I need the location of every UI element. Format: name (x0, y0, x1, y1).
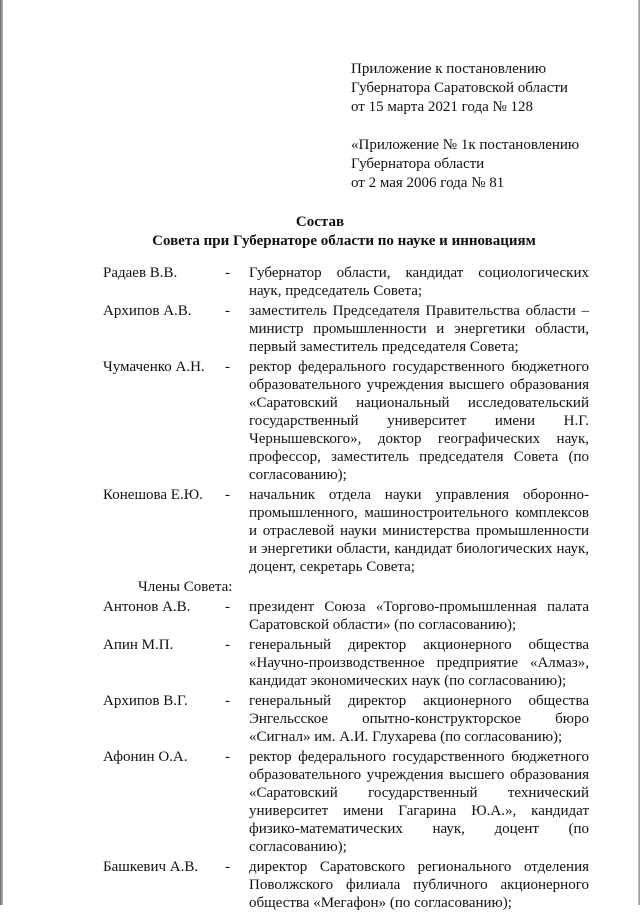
person-name: Башкевич А.В. (103, 859, 199, 875)
roster-entry (103, 358, 589, 484)
person-name: Афонин О.А. (103, 749, 188, 765)
council-roster (103, 264, 589, 914)
dash-separator: - (225, 265, 230, 281)
dash-separator: - (225, 749, 230, 765)
appendix-line: Приложение к постановлению (351, 61, 547, 77)
person-position: генеральный директор акционерного общества «Научно-производственное предприятие «Алмаз», кандидат экономических наук (по согласованию); (249, 637, 589, 689)
title-line-1: Состав (295, 214, 345, 230)
appendix-block (351, 60, 579, 193)
person-name: Антонов А.В. (103, 599, 191, 615)
person-name: Конешова Е.Ю. (103, 487, 203, 503)
roster-entry (103, 692, 589, 746)
person-position: директор Саратовского регионального отделения Поволжского филиала публичного акционерного общества «Мегафон» (по согласованию); (249, 859, 589, 911)
dash-separator: - (225, 599, 230, 615)
roster-entry (103, 598, 589, 634)
person-name: Чумаченко А.Н. (103, 359, 205, 375)
members-heading: Члены Совета: (138, 579, 233, 595)
quoted-appendix-line: Губернатора области (351, 156, 485, 172)
roster-entry (103, 302, 589, 356)
dash-separator: - (225, 303, 230, 319)
person-position: начальник отдела науки управления оборонно-промышленного, машиностроительного комплексов и отраслевой науки министерства промышленности и энергетики области, кандидат биологических наук, доцент, секретарь Совета; (249, 487, 589, 575)
person-position: заместитель Председателя Правительства области – министр промышленности и энергетики области, первый заместитель председателя Совета; (249, 303, 589, 355)
appendix-line: от 15 марта 2021 года № 128 (351, 99, 534, 115)
person-name: Радаев В.В. (103, 265, 178, 281)
person-position: генеральный директор акционерного общества Энгельсское опытно-конструкторское бюро «Сигнал» им. А.И. Глухарева (по согласованию); (249, 693, 589, 745)
appendix-gap (351, 117, 579, 136)
person-position: президент Союза «Торгово-промышленная палата Саратовской области» (по согласованию); (249, 599, 589, 633)
title-line-2: Совета при Губернаторе области по науке и инновациям (152, 233, 536, 249)
dash-separator: - (225, 637, 230, 653)
dash-separator: - (225, 859, 230, 875)
scan-edge-left (0, 0, 3, 905)
roster-entry (103, 264, 589, 300)
roster-entry (103, 858, 589, 912)
quoted-appendix-line: «Приложение № 1к постановлению (351, 137, 580, 153)
person-position: ректор федерального государственного бюджетного образовательного учреждения высшего образования «Саратовский национальный исследовательский государственный университет имени Н.Г. Чернышевского», доктор географических наук, профессор, заместитель председателя Совета (по согласованию); (249, 359, 589, 483)
dash-separator: - (225, 359, 230, 375)
person-position: Губернатор области, кандидат социологических наук, председатель Совета; (249, 265, 589, 299)
roster-entry (103, 636, 589, 690)
dash-separator: - (225, 487, 230, 503)
person-position: ректор федерального государственного бюджетного образовательного учреждения высшего образования «Саратовский государственный технический университет имени Гагарина Ю.А.», кандидат физико-математических наук, доцент (по согласованию); (249, 749, 589, 855)
person-name: Архипов А.В. (103, 303, 192, 319)
appendix-line: Губернатора Саратовской области (351, 80, 568, 96)
document-title (0, 213, 640, 251)
dash-separator: - (225, 693, 230, 709)
roster-entry (103, 748, 589, 856)
quoted-appendix-line: от 2 мая 2006 года № 81 (351, 175, 505, 191)
person-name: Архипов В.Г. (103, 693, 188, 709)
person-name: Апин М.П. (103, 637, 174, 653)
roster-entry (103, 486, 589, 576)
